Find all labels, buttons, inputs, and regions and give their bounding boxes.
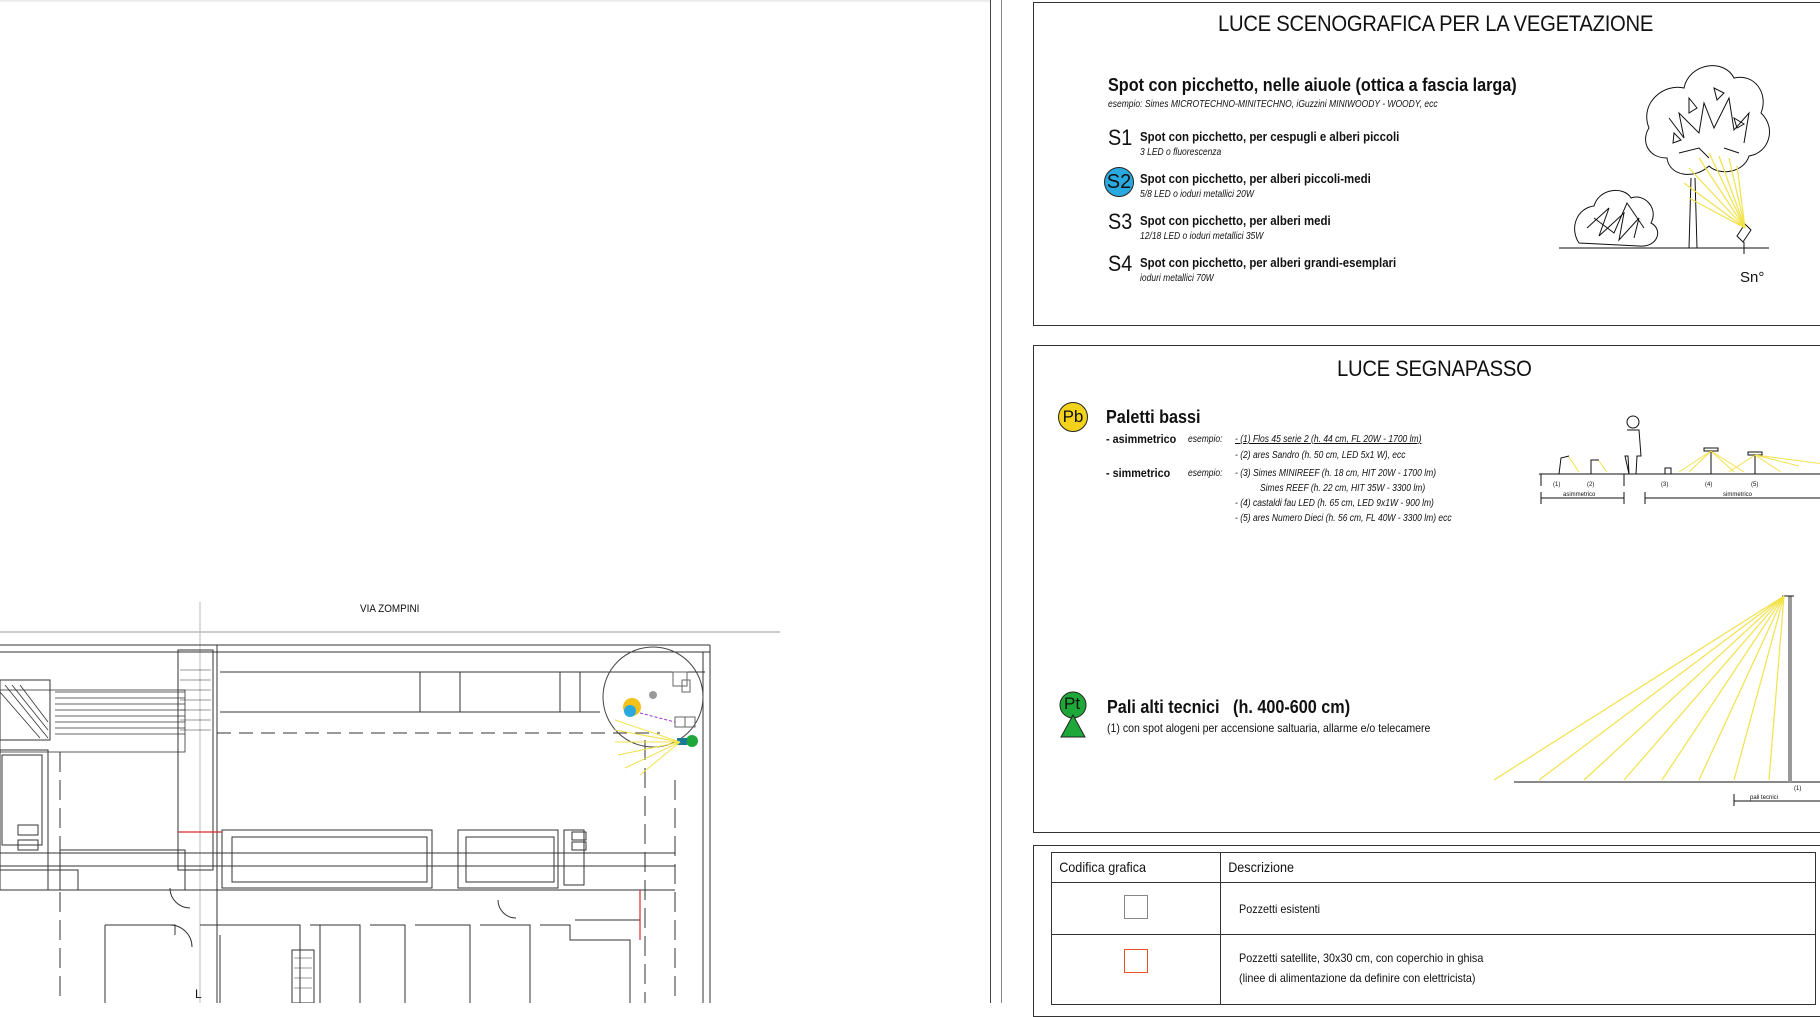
legend-symbol-cell (1052, 883, 1221, 935)
example-3: - (3) Simes MINIREEF (h. 18 cm, HIT 20W - 1700 lm) (1235, 468, 1437, 479)
site-plan-drawing (0, 580, 800, 1003)
legend-desc-text-2: (linee di alimentazione da definire con elettricista) (1239, 971, 1476, 985)
legend-desc-text: Pozzetti esistenti (1239, 901, 1321, 916)
pt-code-text: Pt (1064, 694, 1081, 713)
example-2: - (2) ares Sandro (h. 50 cm, LED 5x1 W), ecc (1235, 450, 1406, 461)
legend-desc-text: Pozzetti satellite, 30x30 cm, con coperchio in ghisa (1239, 951, 1484, 965)
pt-note: (1) con spot alogeni per accensione saltuaria, allarme e/o telecamere (1107, 721, 1431, 735)
marker-title: LUCE SEGNAPASSO (1337, 356, 1532, 381)
pb-code-text: Pb (1062, 407, 1084, 426)
svg-text:L: L (195, 987, 202, 1001)
pole-label-dim: pali tecnici (1750, 795, 1779, 801)
legend-row (1052, 935, 1816, 1005)
sheet-border-left (990, 0, 991, 1003)
legend-header-row (1052, 853, 1816, 883)
item-detail-s4: ioduri metallici 70W (1140, 273, 1214, 284)
example-3b: Simes REEF (h. 22 cm, HIT 35W - 3300 lm) (1260, 483, 1426, 494)
sym-example-word: esempio: (1188, 468, 1223, 479)
bollard-label-n2: (2) (1587, 482, 1595, 488)
pt-title: Pali alti tecnici (h. 400-600 cm) (1107, 697, 1351, 717)
satellite-pit-icon (1124, 949, 1148, 973)
legend-header-symbol-text: Codifica grafica (1059, 859, 1147, 875)
legend-symbol-cell (1052, 935, 1221, 1005)
example-4: - (4) castaldi fau LED (h. 65 cm, LED 9x1W - 900 lm) (1235, 498, 1434, 509)
bollard-label-asym: asimmetrico (1563, 492, 1596, 498)
existing-pit-icon (1124, 895, 1148, 919)
example-5: - (5) ares Numero Dieci (h. 56 cm, FL 40W - 3300 lm) ecc (1235, 513, 1452, 524)
item-code-s1: S1 (1108, 125, 1133, 150)
bollard-label-n3: (3) (1661, 482, 1669, 488)
asym-example-word: esempio: (1188, 434, 1223, 445)
pb-badge (1058, 402, 1088, 432)
example-1: - (1) Flos 45 serie 2 (h. 44 cm, FL 20W - 1700 lm) (1235, 434, 1422, 445)
legend-desc-cell (1221, 935, 1816, 1005)
asym-label: - asimmetrico (1106, 432, 1177, 446)
item-label-s3: Spot con picchetto, per alberi medi (1140, 213, 1331, 228)
pole-label-n1: (1) (1794, 786, 1802, 792)
tree-spot-drawing (1539, 58, 1799, 298)
s2-code-text: S2 (1106, 170, 1132, 193)
pb-title: Paletti bassi (1106, 407, 1201, 427)
vegetation-subtitle: Spot con picchetto, nelle aiuole (ottica a fascia larga) (1108, 75, 1517, 95)
bollard-label-n5: (5) (1751, 482, 1759, 488)
item-code-s4: S4 (1108, 251, 1133, 276)
item-detail-s2: 5/8 LED o ioduri metallici 20W (1140, 189, 1254, 200)
bollard-label-n4: (4) (1705, 482, 1713, 488)
vegetation-panel (1033, 2, 1820, 326)
marker-light-panel (1033, 345, 1820, 833)
legend-header-symbol (1052, 853, 1221, 883)
legend-header-desc-text: Descrizione (1228, 859, 1295, 875)
bollards-drawing (1539, 406, 1820, 521)
legend-row (1052, 883, 1816, 935)
pt-badge (1058, 691, 1088, 741)
item-label-s1: Spot con picchetto, per cespugli e alberi piccoli (1140, 129, 1400, 144)
bollard-label-n1: (1) (1553, 482, 1561, 488)
item-code-s3: S3 (1108, 209, 1133, 234)
legend-table (1051, 852, 1816, 1005)
top-edge (0, 0, 990, 3)
item-label-s2: Spot con picchetto, per alberi piccoli-medi (1140, 171, 1371, 186)
item-code-s2 (1104, 167, 1134, 197)
legend-desc-cell (1221, 883, 1816, 935)
sheet-border-right (1001, 0, 1002, 1003)
sym-label: - simmetrico (1106, 466, 1171, 480)
item-detail-s1: 3 LED o fluorescenza (1140, 147, 1222, 158)
legend-header-desc (1221, 853, 1816, 883)
street-label: VIA ZOMPINI (360, 603, 420, 615)
vegetation-title: LUCE SCENOGRAFICA PER LA VEGETAZIONE (1218, 11, 1654, 36)
site-plan (0, 580, 800, 1003)
vegetation-example: esempio: Simes MICROTECHNO-MINITECHNO, iGuzzini MINIWOODY - WOODY, ecc (1108, 99, 1438, 110)
item-label-s4: Spot con picchetto, per alberi grandi-esemplari (1140, 255, 1397, 270)
item-detail-s3: 12/18 LED o ioduri metallici 35W (1140, 231, 1264, 242)
drawing-label-sn: Sn° (1740, 269, 1765, 286)
tall-pole-drawing (1494, 566, 1820, 806)
bollard-label-sym: simmetrico (1723, 492, 1753, 498)
